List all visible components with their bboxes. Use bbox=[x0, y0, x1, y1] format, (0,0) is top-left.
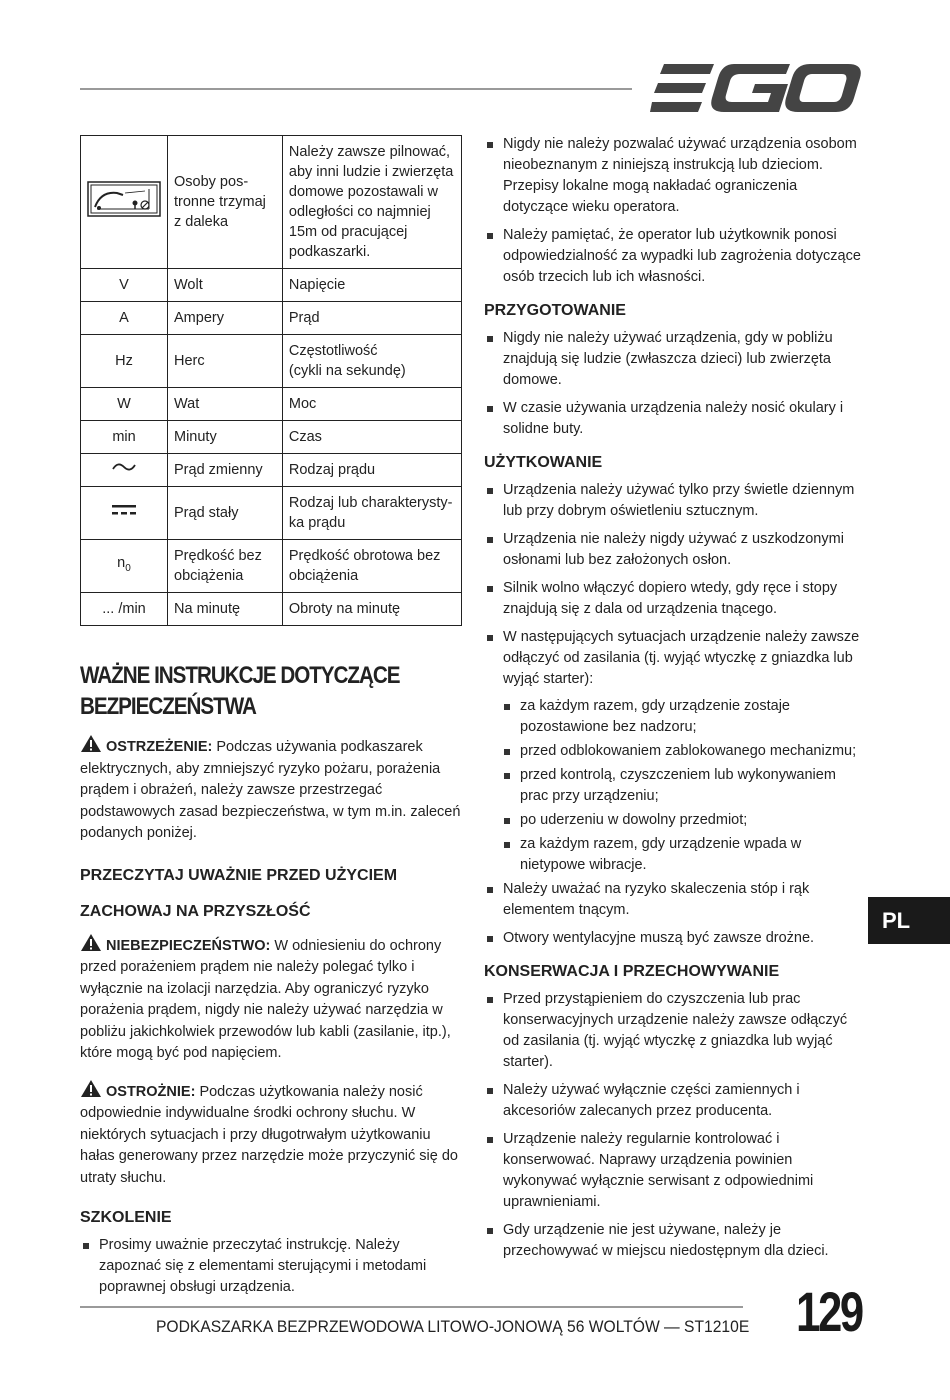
desc-cell: Rodzaj prądu bbox=[282, 454, 461, 487]
list-item: przed kontrolą, czyszczeniem lub wykonywaniem prac przy urządzeniu; bbox=[484, 765, 864, 807]
desc-cell: Prąd bbox=[282, 302, 461, 335]
table-row bbox=[81, 302, 462, 335]
list-item: Należy pamiętać, że operator lub użytkownik ponosi odpowiedzialność za wypadki lub zagrożenia dotyczące osób trzecich lub ich własności. bbox=[484, 225, 864, 288]
table-row bbox=[81, 454, 462, 487]
use-list-continued bbox=[484, 879, 864, 949]
warning-triangle-icon bbox=[80, 1079, 102, 1098]
symbol-cell bbox=[81, 540, 168, 593]
danger-paragraph bbox=[80, 933, 462, 1065]
maint-heading: KONSERWACJA I PRZECHOWYWANIE bbox=[484, 963, 780, 980]
name-cell: Prąd zmienny bbox=[168, 454, 283, 487]
symbol-cell bbox=[81, 487, 168, 540]
header-rule bbox=[80, 88, 632, 90]
list-item: Urządzenia należy używać tylko przy świetle dziennym lub przy dobrym oświetleniu sztucznym. bbox=[484, 480, 864, 522]
name-cell: Prędkość bez obciążenia bbox=[168, 540, 283, 593]
intro-list bbox=[484, 134, 864, 288]
list-item: za każdym razem, gdy urządzenie zostaje pozostawione bez nadzoru; bbox=[484, 696, 864, 738]
list-item: Otwory wentylacyjne muszą być zawsze drożne. bbox=[484, 928, 864, 949]
name-cell: Na minutę bbox=[168, 593, 283, 626]
symbols-table bbox=[80, 135, 462, 626]
list-item: przed odblokowaniem zablokowanego mechanizmu; bbox=[484, 741, 864, 762]
symbol-cell: A bbox=[81, 302, 168, 335]
use-list bbox=[484, 480, 864, 690]
list-item: Prosimy uważnie przeczytać instrukcję. Należy zapoznać się z elementami sterującymi i metodami poprawnej obsługi urządzenia. bbox=[80, 1235, 462, 1298]
symbol-subscript: 0 bbox=[125, 562, 131, 574]
table-row bbox=[81, 269, 462, 302]
language-tab: PL bbox=[868, 897, 950, 944]
desc-cell: Obroty na minutę bbox=[282, 593, 461, 626]
desc-cell: Czas bbox=[282, 421, 461, 454]
keep-heading: ZACHOWAJ NA PRZYSZŁOŚĆ bbox=[80, 902, 311, 920]
use-sublist bbox=[484, 696, 864, 876]
name-cell: Prąd stały bbox=[168, 487, 283, 540]
name-cell: Wat bbox=[168, 388, 283, 421]
list-item: Gdy urządzenie nie jest używane, należy je przechowywać w miejscu niedostępnym dla dzieci. bbox=[484, 1220, 864, 1262]
warning-triangle-icon bbox=[80, 933, 102, 952]
list-item: Przed przystąpieniem do czyszczenia lub prac konserwacyjnych urządzenie należy zawsze odłączyć od zasilania (tj. wyjąć wtyczkę z gniazdka lub wyjąć starter). bbox=[484, 989, 864, 1073]
table-row bbox=[81, 421, 462, 454]
danger-text: W odniesieniu do ochrony przed porażeniem prądem nie należy polegać tylko i wyłącznie na izolacji narzędzia. Aby ograniczyć ryzyko porażenia prądem, nigdy nie należy używać narzędzia w pobliżu jakichkolwiek przewodów lub kabli (zasilanie, itp.), które mogą być pod napięciem. bbox=[80, 937, 451, 1061]
list-item: W czasie używania urządzenia należy nosić okulary i solidne buty. bbox=[484, 398, 864, 440]
use-heading: UŻYTKOWANIE bbox=[484, 454, 603, 471]
name-cell: Minuty bbox=[168, 421, 283, 454]
warning-text: Podczas używania podkaszarek elektrycznych, aby zmniejszyć ryzyko pożaru, porażenia prądem i obrażeń, należy zawsze przestrzegać podstawowych zasad bezpieczeństwa, w tym m.in. zaleceń podanych poniżej. bbox=[80, 739, 461, 841]
caution-text: Podczas użytkowania należy nosić odpowiednie indywidualne środki ochrony słuchu. W niektórych sytuacjach i przy długotrwałym użytkowaniu hałas generowany przez narzędzie może przyczynić się do utraty słuchu. bbox=[80, 1083, 458, 1186]
symbol-cell: V bbox=[81, 269, 168, 302]
danger-label: NIEBEZPIECZEŃSTWO: bbox=[106, 937, 271, 954]
desc-cell: Moc bbox=[282, 388, 461, 421]
warning-triangle-icon bbox=[80, 734, 102, 753]
desc-cell: Częstotliwość (cykli na sekundę) bbox=[282, 335, 461, 388]
right-column bbox=[484, 134, 864, 1262]
symbol-cell bbox=[81, 136, 168, 269]
symbol-cell: ... /min bbox=[81, 593, 168, 626]
ego-logo bbox=[650, 62, 862, 114]
list-item: Urządzenie należy regularnie kontrolować i konserwować. Naprawy urządzenia powinien wykonywać wyłącznie serwisant z odpowiednimi uprawnieniami. bbox=[484, 1129, 864, 1213]
alternating-current-icon bbox=[111, 460, 137, 474]
training-heading: SZKOLENIE bbox=[80, 1209, 172, 1226]
name-cell: Wolt bbox=[168, 269, 283, 302]
list-item: Należy używać wyłącznie części zamiennych i akcesoriów zalecanych przez producenta. bbox=[484, 1080, 864, 1122]
table-row bbox=[81, 335, 462, 388]
list-item: Nigdy nie należy używać urządzenia, gdy w pobliżu znajdują się ludzie (zwłaszcza dzieci) lub zwierzęta domowe. bbox=[484, 328, 864, 391]
table-row bbox=[81, 487, 462, 540]
section-title bbox=[80, 660, 409, 722]
warning-paragraph bbox=[80, 734, 462, 845]
training-list bbox=[80, 1235, 462, 1298]
table-row bbox=[81, 540, 462, 593]
read-heading: PRZECZYTAJ UWAŻNIE PRZED UŻYCIEM bbox=[80, 866, 398, 884]
symbol-cell bbox=[81, 454, 168, 487]
name-cell: Herc bbox=[168, 335, 283, 388]
prep-list bbox=[484, 328, 864, 440]
list-item: po uderzeniu w dowolny przedmiot; bbox=[484, 810, 864, 831]
warning-label: OSTRZEŻENIE: bbox=[106, 739, 213, 755]
desc-cell: Rodzaj lub charakterysty- ka prądu bbox=[282, 487, 461, 540]
symbol-text: n bbox=[117, 555, 126, 572]
caution-label: OSTROŻNIE: bbox=[106, 1083, 196, 1100]
maint-list bbox=[484, 989, 864, 1262]
name-cell: Ampery bbox=[168, 302, 283, 335]
list-item: Należy uważać na ryzyko skaleczenia stóp i rąk elementem tnącym. bbox=[484, 879, 864, 921]
section-title-line: BEZPIECZEŃSTWA bbox=[80, 693, 256, 720]
left-column bbox=[80, 660, 462, 1298]
list-item: Silnik wolno włączyć dopiero wtedy, gdy ręce i stopy znajdują się z dala od urządzenia tnącego. bbox=[484, 578, 864, 620]
bystanders-away-15m-icon bbox=[87, 181, 161, 217]
list-item: Nigdy nie należy pozwalać używać urządzenia osobom nieobeznanym z niniejszą instrukcją lub dzieciom. Przepisy lokalne mogą nakładać ograniczenia dotyczące wieku operatora. bbox=[484, 134, 864, 218]
desc-cell: Napięcie bbox=[282, 269, 461, 302]
name-cell: Osoby pos- tronne trzymaj z daleka bbox=[168, 136, 283, 269]
list-item: Urządzenia nie należy nigdy używać z uszkodzonymi osłonami lub bez założonych osłon. bbox=[484, 529, 864, 571]
list-item: W następujących sytuacjach urządzenie należy zawsze odłączyć od zasilania (tj. wyjąć wtyczkę z gniazdka lub wyjąć starter): bbox=[484, 627, 864, 690]
table-row bbox=[81, 593, 462, 626]
footer-rule bbox=[80, 1306, 743, 1308]
footer-title: PODKASZARKA BEZPRZEWODOWA LITOWO-JONOWĄ 56 WOLTÓW — ST1210E bbox=[156, 1317, 750, 1336]
section-title-line: WAŻNE INSTRUKCJE DOTYCZĄCE bbox=[80, 662, 400, 689]
prep-heading: PRZYGOTOWANIE bbox=[484, 302, 626, 319]
desc-cell: Należy zawsze pilnować, aby inni ludzie i zwierzęta domowe pozostawali w odległości co najmniej 15m od pracującej podkaszarki. bbox=[282, 136, 461, 269]
page-number: 129 bbox=[796, 1280, 862, 1343]
desc-cell: Prędkość obrotowa bez obciążenia bbox=[282, 540, 461, 593]
symbol-cell: min bbox=[81, 421, 168, 454]
table-row bbox=[81, 388, 462, 421]
direct-current-icon bbox=[110, 503, 138, 517]
caution-paragraph bbox=[80, 1079, 462, 1190]
list-item: za każdym razem, gdy urządzenie wpada w nietypowe wibracje. bbox=[484, 834, 864, 876]
symbol-cell: Hz bbox=[81, 335, 168, 388]
symbol-cell: W bbox=[81, 388, 168, 421]
table-row bbox=[81, 136, 462, 269]
